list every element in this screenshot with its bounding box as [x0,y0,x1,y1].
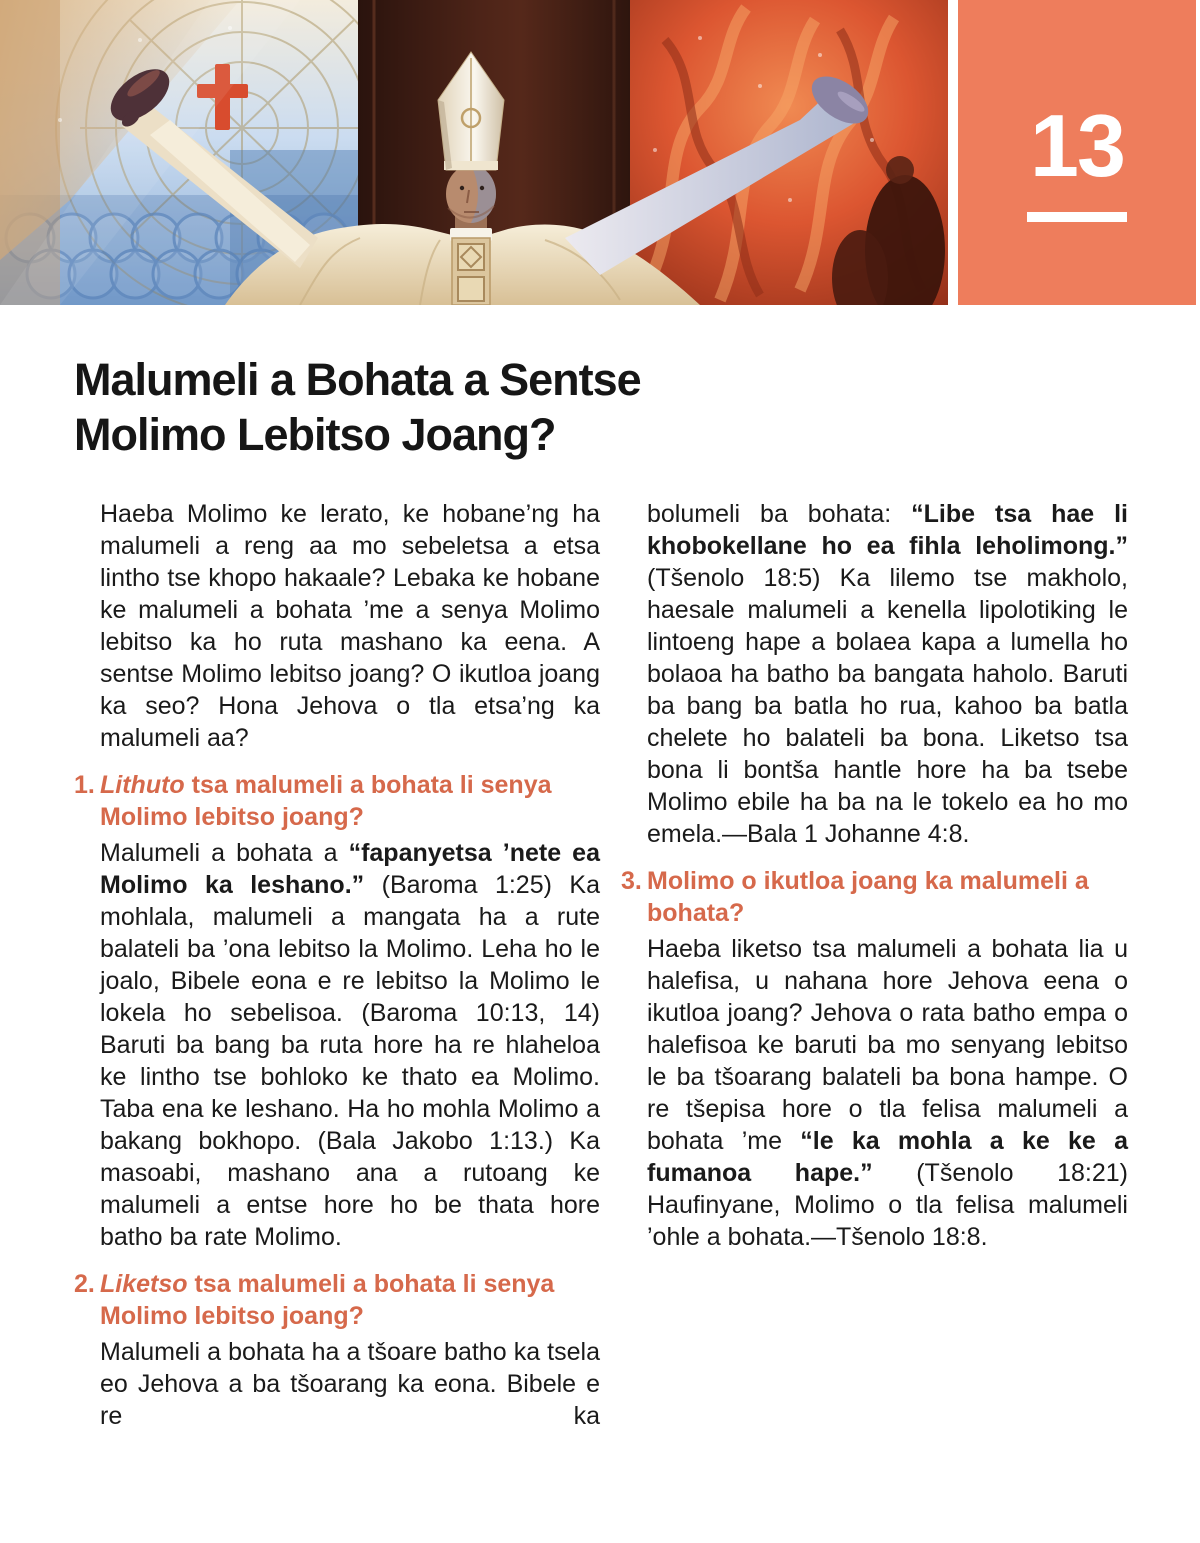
question-3-number: 3. [621,867,642,895]
chapter-underline-bar [1027,212,1127,222]
question-3-heading [621,865,1128,929]
question-1-paragraph: Malumeli a bohata a “fapanyetsa ’nete ea Molimo ka leshano.” (Baroma 1:25) Ka mohlala, malumeli a mangata ha a rute balateli ba ’ona lebitso la Molimo. Leha ho le joalo, Bibele eona e re lebitso la Molimo le lokela ho sebelisoa. (Baroma 10:13, 14) Baruti ba bang ba ruta hore ha re hlaheloa ke lintho tse bohloko ke thato ea Molimo. Taba ena ke leshano. Ha ho mohla Molimo a bakang bokhopo. (Bala Jakobo 1:13.) Ka masoabi, mashano ana a rutoang ke malumeli a entse hore ho be thata hore batho ba rate Molimo. [100,839,600,1251]
page-title-line2: Molimo Lebitso Joang? [74,409,556,460]
page-title-line1: Malumeli a Bohata a Sentse [74,354,641,405]
bishop-stole [452,238,490,305]
page-title [74,352,1128,462]
question-3-heading-text: Molimo o ikutloa joang ka malumeli a bohata? [647,867,1089,927]
question-2-paragraph-part1: Malumeli a bohata ha a tšoare batho ka tsela eo Jehova a ba tšoarang ka eona. Bibele e re ka [100,1338,600,1430]
question-1-number: 1. [74,771,95,799]
article-content [74,352,1128,1432]
right-column [621,498,1128,1432]
two-column-text [74,498,1128,1432]
left-column [74,498,600,1432]
hero-band [0,0,1200,305]
question-1-heading-text: Lithuto tsa malumeli a bohata li senya Molimo lebitso joang? [100,771,552,831]
question-2-heading [74,1268,600,1332]
chapter-number-block [958,0,1196,305]
chapter-number: 13 [1030,95,1124,195]
hero-image [0,0,948,305]
intro-paragraph: Haeba Molimo ke lerato, ke hobane’ng ha malumeli a reng aa mo sebeletsa a etsa lintho tse khopo hakaale? Lebaka ke hobane ke malumeli a bohata ’me a senya Molimo lebitso ka ho ruta mashano ka eena. A sentse Molimo lebitso joang? O ikutloa joang ka seo? Hona Jehova o tla etsa’ng ka malumeli aa? [100,500,600,752]
bishop-face [446,165,496,223]
question-2-paragraph-part2: bolumeli ba bohata: “Libe tsa hae li khobokellane ho ea fihla leholimong.” (Tšenolo 18:5) Ka lilemo tse makholo, haesale malumeli a kenella lipolotiking le lintoeng hape a bolaea kapa a lumella ho bolaoa ha batho ba bangata haholo. Baruti ba bang ba batla ho rua, kahoo ba batla chelete ho balateli ba bona. Liketso tsa bona li bontša hantle hore ha ba tsebe Molimo ebile ha ba na le tokelo ea ho mo emela.—Bala 1 Johanne 4:8. [647,500,1128,848]
question-3-paragraph: Haeba liketso tsa malumeli a bohata lia u halefisa, u nahana hore Jehova eena o ikutloa joang? Jehova o rata batho empa o halefisoa ke baruti ba mo senyang lebitso le ba tšoarang balateli ba bona hampe. O re tšepisa hore o tla felisa malumeli a bohata ’me “le ka mohla a ke ke a fumanoa hape.” (Tšenolo 18:21) Haufinyane, Molimo o tla felisa malumeli ’ohle a bohata.—Tšenolo 18:8. [647,935,1128,1251]
bishop-stained-glass-illustration [0,0,948,305]
question-2-number: 2. [74,1270,95,1298]
question-2-heading-text: Liketso tsa malumeli a bohata li senya Molimo lebitso joang? [100,1270,555,1330]
hero-divider-gap [948,0,958,305]
question-1-heading [74,769,600,833]
